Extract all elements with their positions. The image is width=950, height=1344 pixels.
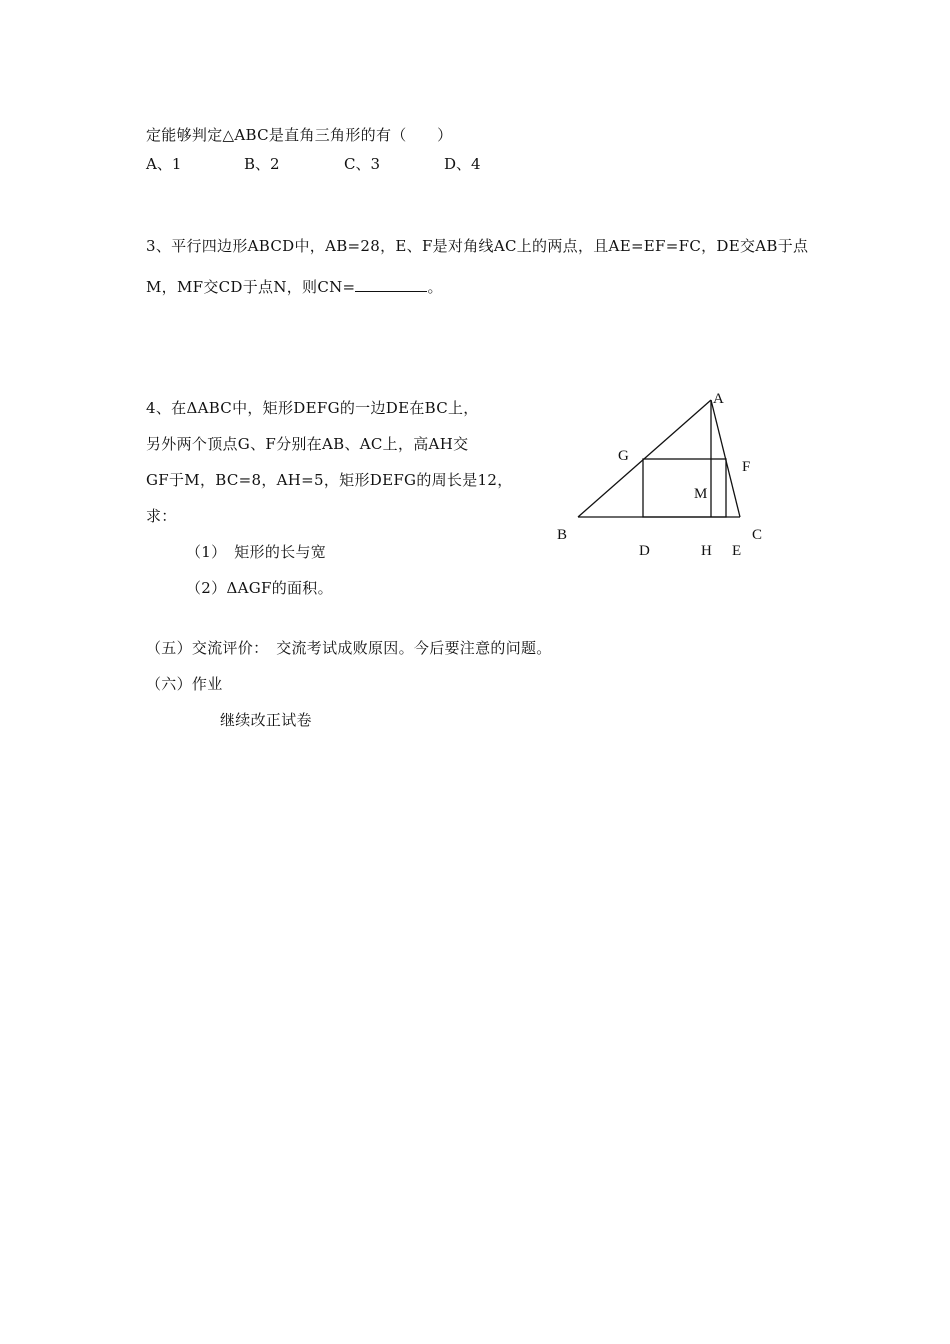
question-2-stem-tail: 定能够判定△ABC是直角三角形的有（ ） xyxy=(146,126,453,144)
question-3-line-1: 3、平行四边形ABCD中，AB=28，E、F是对角线AC上的两点，且AE=EF=FC，DE交AB于点 xyxy=(146,237,809,255)
option-a: A、1 xyxy=(146,155,182,173)
label-m: M xyxy=(694,486,708,502)
triangle-figure xyxy=(540,380,780,560)
question-4-line-1: 4、在ΔABC中，矩形DEFG的一边DE在BC上， xyxy=(146,399,479,417)
question-3-period: 。 xyxy=(427,278,443,296)
option-b: B、2 xyxy=(244,155,280,173)
question-4-line-4: 求： xyxy=(146,507,177,525)
label-g: G xyxy=(618,448,629,464)
sub-question-1: （1） 矩形的长与宽 xyxy=(186,543,327,561)
label-d: D xyxy=(639,543,650,559)
sub-question-2: （2）ΔAGF的面积。 xyxy=(186,579,333,597)
label-a: A xyxy=(713,391,724,407)
label-h: H xyxy=(701,543,712,559)
question-3-line-2 xyxy=(146,276,443,297)
homework-text: 继续改正试卷 xyxy=(220,711,312,729)
label-b: B xyxy=(557,527,568,543)
label-e: E xyxy=(732,543,742,559)
section-5-heading: （五）交流评价： 交流考试成败原因。今后要注意的问题。 xyxy=(146,639,552,657)
question-4-line-3: GF于M，BC=8，AH=5，矩形DEFG的周长是12， xyxy=(146,471,513,489)
option-c: C、3 xyxy=(344,155,381,173)
section-6-heading: （六）作业 xyxy=(146,675,223,693)
rectangle-defg xyxy=(643,459,726,517)
label-c: C xyxy=(752,527,763,543)
label-f: F xyxy=(742,459,751,475)
answer-blank xyxy=(355,277,427,292)
question-3-line-2-text: M，MF交CD于点N，则CN= xyxy=(146,278,356,296)
question-4-line-2: 另外两个顶点G、F分别在AB、AC上，高AH交 xyxy=(146,435,469,453)
option-d: D、4 xyxy=(444,155,481,173)
